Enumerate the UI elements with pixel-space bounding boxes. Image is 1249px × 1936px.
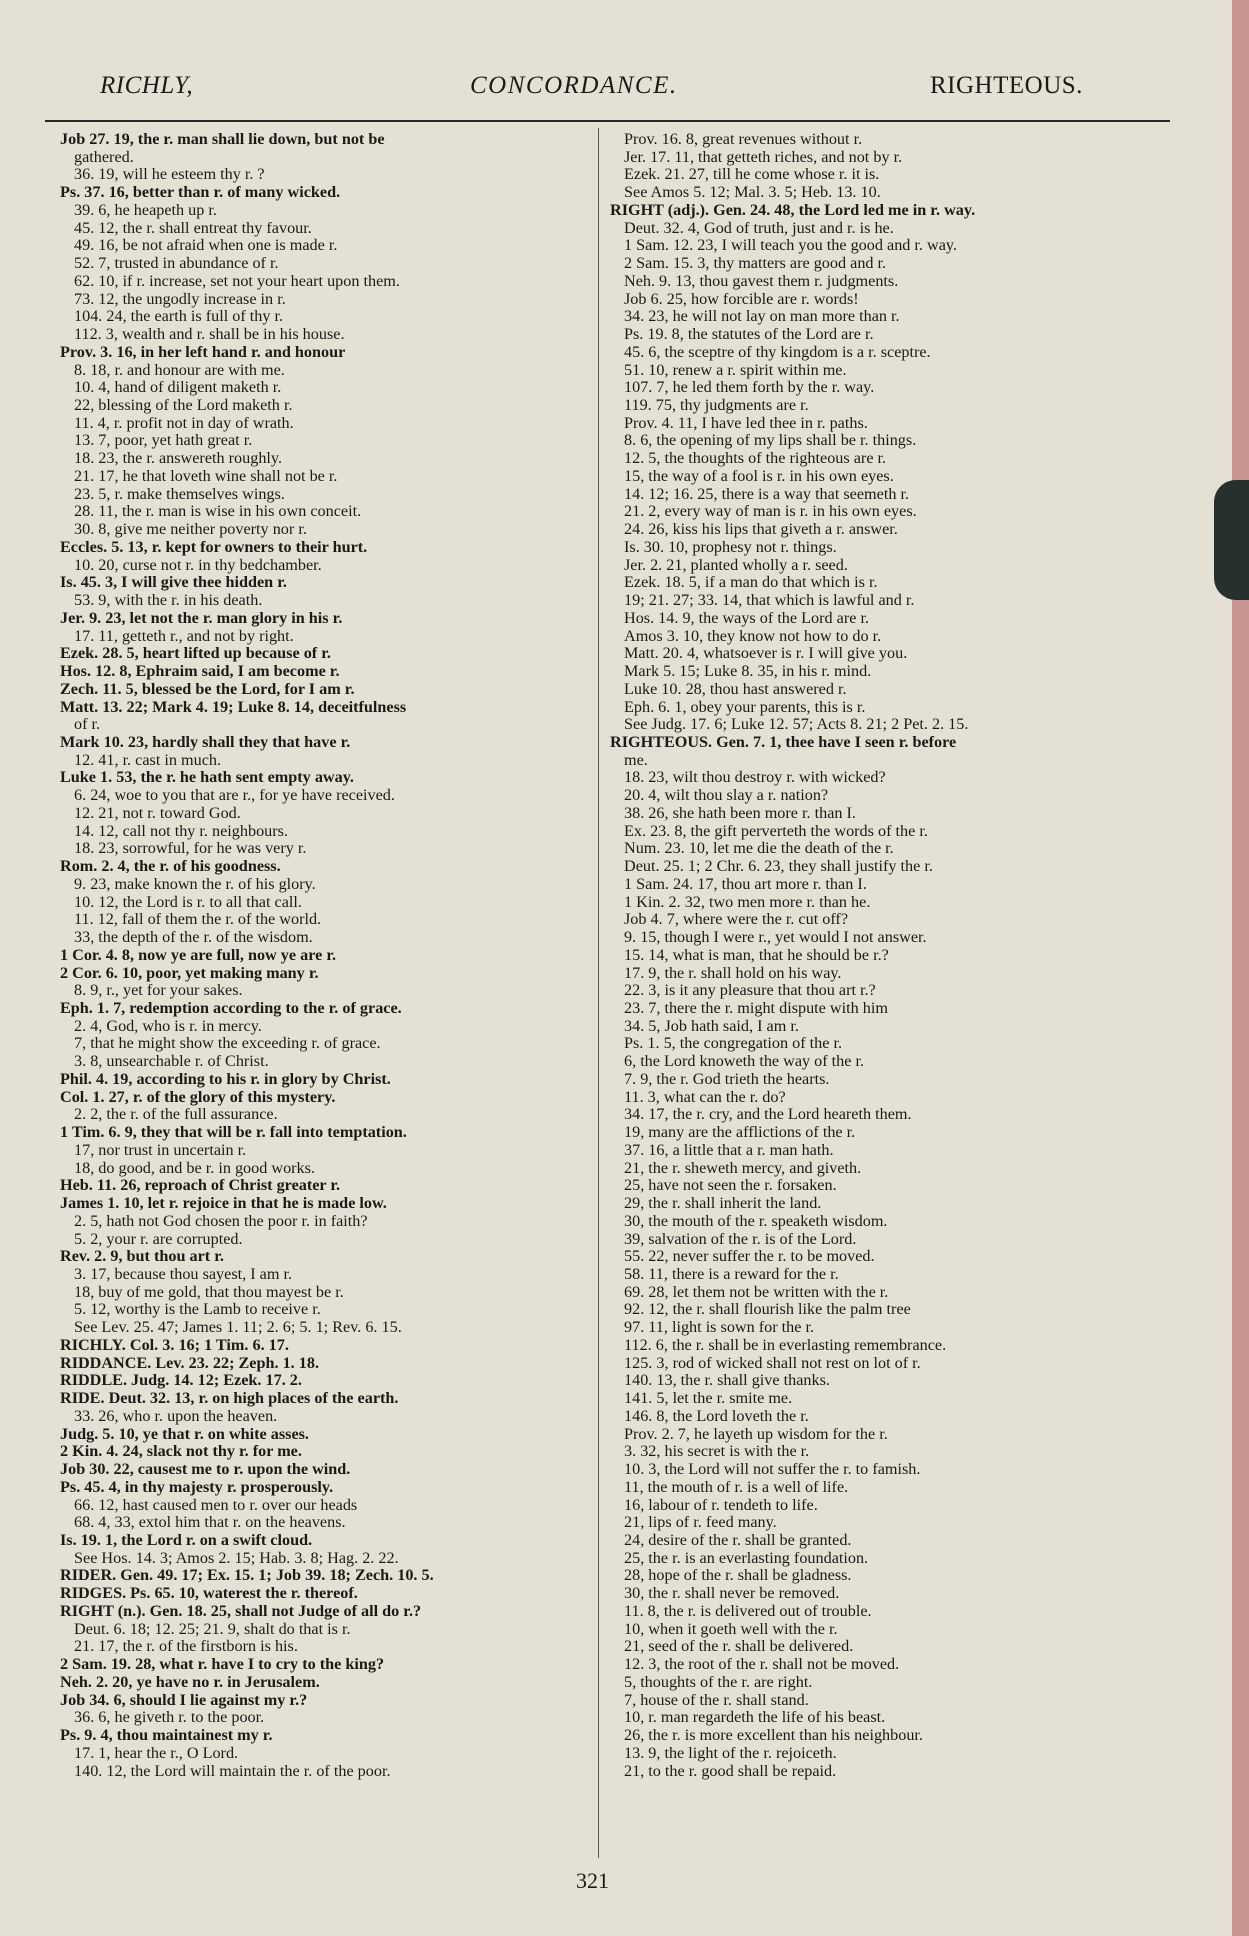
concordance-line: RIDER. Gen. 49. 17; Ex. 15. 1; Job 39. 18; Zech. 10. 5. <box>60 1566 434 1585</box>
concordance-line: Mark 5. 15; Luke 8. 35, in his r. mind. <box>624 662 872 681</box>
concordance-line: Jer. 17. 11, that getteth riches, and not by r. <box>624 147 903 166</box>
concordance-line: Jer. 9. 23, let not the r. man glory in his r. <box>60 608 343 627</box>
concordance-line: Matt. 20. 4, whatsoever is r. I will give you. <box>624 644 908 663</box>
concordance-line: 13. 9, the light of the r. rejoiceth. <box>624 1743 837 1762</box>
concordance-line: me. <box>624 750 648 769</box>
concordance-line: Ezek. 28. 5, heart lifted up because of r. <box>60 644 331 663</box>
concordance-line: Mark 10. 23, hardly shall they that have r. <box>60 732 351 751</box>
concordance-line: 14. 12, call not thy r. neighbours. <box>74 821 289 840</box>
concordance-line: See Judg. 17. 6; Luke 12. 57; Acts 8. 21; 2 Pet. 2. 15. <box>624 715 969 734</box>
concordance-line: Prov. 4. 11, I have led thee in r. paths. <box>624 413 868 432</box>
concordance-line: 68. 4, 33, extol him that r. on the heavens. <box>74 1513 346 1532</box>
concordance-line: Amos 3. 10, they know not how to do r. <box>624 626 882 645</box>
concordance-line: 3. 17, because thou sayest, I am r. <box>74 1265 293 1283</box>
concordance-line: Eccles. 5. 13, r. kept for owners to their hurt. <box>60 537 368 556</box>
concordance-line: 24. 26, kiss his lips that giveth a r. answer. <box>624 520 898 539</box>
concordance-line: 1 Kin. 2. 32, two men more r. than he. <box>624 892 871 911</box>
concordance-line: 11. 4, r. profit not in day of wrath. <box>74 413 294 432</box>
concordance-line: 7, that he might show the exceeding r. of grace. <box>74 1034 381 1053</box>
concordance-line: 20. 4, wilt thou slay a r. nation? <box>624 786 829 805</box>
concordance-line: Ps. 45. 4, in thy majesty r. prosperously. <box>60 1477 334 1496</box>
concordance-line: 53. 9, with the r. in his death. <box>74 591 263 610</box>
concordance-line: 12. 5, the thoughts of the righteous are r. <box>624 449 887 468</box>
concordance-line: 21, lips of r. feed many. <box>624 1513 777 1532</box>
concordance-line: Job 27. 19, the r. man shall lie down, but not be <box>60 130 385 148</box>
concordance-line: 17, nor trust in uncertain r. <box>74 1140 247 1159</box>
concordance-line: 112. 3, wealth and r. shall be in his house. <box>74 325 345 344</box>
right-column <box>610 131 1175 1780</box>
concordance-line: 2 Kin. 4. 24, slack not thy r. for me. <box>60 1442 302 1461</box>
concordance-line: 13. 7, poor, yet hath great r. <box>74 431 253 450</box>
concordance-line: 22. 3, is it any pleasure that thou art r.? <box>624 981 876 1000</box>
concordance-line: 39, salvation of the r. is of the Lord. <box>624 1229 857 1248</box>
concordance-line: Ex. 23. 8, the gift perverteth the words of the r. <box>624 821 928 840</box>
concordance-line: 21, the r. sheweth mercy, and giveth. <box>624 1158 862 1177</box>
concordance-line: 21, to the r. good shall be repaid. <box>624 1761 837 1780</box>
concordance-line: 52. 7, trusted in abundance of r. <box>74 254 279 273</box>
concordance-line: 146. 8, the Lord loveth the r. <box>624 1406 809 1425</box>
concordance-line: 12. 21, not r. toward God. <box>74 803 241 822</box>
concordance-line: 12. 3, the root of the r. shall not be moved. <box>624 1655 900 1674</box>
concordance-line: 2 Cor. 6. 10, poor, yet making many r. <box>60 963 319 982</box>
concordance-line: RIDDANCE. Lev. 23. 22; Zeph. 1. 18. <box>60 1353 320 1372</box>
concordance-line: 28, hope of the r. shall be gladness. <box>624 1566 852 1585</box>
concordance-line: 21, seed of the r. shall be delivered. <box>624 1637 854 1656</box>
concordance-line: 10. 4, hand of diligent maketh r. <box>74 378 282 397</box>
concordance-line: 3. 32, his secret is with the r. <box>624 1442 810 1461</box>
concordance-line: 17. 9, the r. shall hold on his way. <box>624 963 842 982</box>
concordance-line: 9. 23, make known the r. of his glory. <box>74 874 316 893</box>
concordance-line: Eph. 6. 1, obey your parents, this is r. <box>624 697 866 716</box>
concordance-line: Prov. 16. 8, great revenues without r. <box>624 130 863 148</box>
concordance-line: 37. 16, a little that a r. man hath. <box>624 1140 834 1159</box>
concordance-line: 92. 12, the r. shall flourish like the palm tree <box>624 1300 911 1319</box>
concordance-line: 18, buy of me gold, that thou mayest be r. <box>74 1282 344 1301</box>
concordance-line: 15, the way of a fool is r. in his own eyes. <box>624 466 894 485</box>
concordance-line: RICHLY. Col. 3. 16; 1 Tim. 6. 17. <box>60 1335 289 1354</box>
concordance-line: Prov. 3. 16, in her left hand r. and honour <box>60 342 346 361</box>
concordance-line: 140. 13, the r. shall give thanks. <box>624 1371 830 1390</box>
concordance-line: RIDE. Deut. 32. 13, r. on high places of the earth. <box>60 1389 399 1408</box>
concordance-line: RIGHTEOUS. Gen. 7. 1, thee have I seen r. before <box>610 732 957 751</box>
concordance-line: 45. 6, the sceptre of thy kingdom is a r. sceptre. <box>624 342 931 361</box>
concordance-line: Luke 10. 28, thou hast answered r. <box>624 679 847 698</box>
concordance-line: 10, when it goeth well with the r. <box>624 1619 838 1638</box>
concordance-line: 6, the Lord knoweth the way of the r. <box>624 1052 865 1071</box>
concordance-line: 25, have not seen the r. forsaken. <box>624 1176 837 1195</box>
concordance-line: Matt. 13. 22; Mark 4. 19; Luke 8. 14, deceitfulness <box>60 697 407 716</box>
page-edge <box>1232 0 1249 1936</box>
concordance-line: Ps. 9. 4, thou maintainest my r. <box>60 1726 273 1745</box>
concordance-line: 10. 3, the Lord will not suffer the r. to famish. <box>624 1460 921 1479</box>
concordance-line: Deut. 32. 4, God of truth, just and r. is he. <box>624 218 894 237</box>
concordance-line: 119. 75, thy judgments are r. <box>624 396 809 415</box>
concordance-line: 18. 23, wilt thou destroy r. with wicked? <box>624 768 886 787</box>
concordance-line: Hos. 12. 8, Ephraim said, I am become r. <box>60 662 340 681</box>
concordance-line: 34. 5, Job hath said, I am r. <box>624 1016 799 1035</box>
concordance-line: 62. 10, if r. increase, set not your heart upon them. <box>74 271 400 290</box>
concordance-line: Ezek. 18. 5, if a man do that which is r. <box>624 573 878 592</box>
running-header <box>0 72 1232 112</box>
concordance-line: 21. 17, he that loveth wine shall not be r. <box>74 466 338 485</box>
concordance-line: 104. 24, the earth is full of thy r. <box>74 307 284 326</box>
concordance-line: 141. 5, let the r. smite me. <box>624 1389 793 1408</box>
concordance-line: 23. 5, r. make themselves wings. <box>74 484 285 503</box>
concordance-line: Eph. 1. 7, redemption according to the r. of grace. <box>60 998 402 1017</box>
concordance-line: 97. 11, light is sown for the r. <box>624 1318 815 1337</box>
concordance-line: RIDDLE. Judg. 14. 12; Ezek. 17. 2. <box>60 1371 302 1390</box>
concordance-line: 18, do good, and be r. in good works. <box>74 1158 315 1177</box>
concordance-line: Luke 1. 53, the r. he hath sent empty away. <box>60 768 354 787</box>
concordance-line: Rev. 2. 9, but thou art r. <box>60 1247 224 1266</box>
concordance-line: 17. 1, hear the r., O Lord. <box>74 1743 239 1762</box>
concordance-line: of r. <box>74 715 101 734</box>
concordance-line: 7. 9, the r. God trieth the hearts. <box>624 1069 830 1088</box>
concordance-line: Ps. 19. 8, the statutes of the Lord are r. <box>624 325 874 344</box>
concordance-line: 5. 2, your r. are corrupted. <box>74 1229 243 1248</box>
concordance-line: Jer. 2. 21, planted wholly a r. seed. <box>624 555 848 574</box>
concordance-line: 2. 5, hath not God chosen the poor r. in faith? <box>74 1211 368 1230</box>
left-column <box>60 131 590 1780</box>
concordance-line: 12. 41, r. cast in much. <box>74 750 222 769</box>
concordance-line: 19, many are the afflictions of the r. <box>624 1123 856 1142</box>
concordance-line: 10. 12, the Lord is r. to all that call. <box>74 892 302 911</box>
concordance-line: 5. 12, worthy is the Lamb to receive r. <box>74 1300 321 1319</box>
concordance-line: Job 4. 7, where were the r. cut off? <box>624 910 848 929</box>
concordance-line: 1 Cor. 4. 8, now ye are full, now ye are r. <box>60 945 337 964</box>
concordance-line: 30, the mouth of the r. speaketh wisdom. <box>624 1211 888 1230</box>
concordance-line: Neh. 9. 13, thou gavest them r. judgments. <box>624 271 899 290</box>
concordance-line: RIGHT (n.). Gen. 18. 25, shall not Judge of all do r.? <box>60 1601 422 1620</box>
concordance-line: 34. 23, he will not lay on man more than r. <box>624 307 900 326</box>
concordance-line: 8. 6, the opening of my lips shall be r. things. <box>624 431 917 450</box>
concordance-line: 2 Sam. 15. 3, thy matters are good and r. <box>624 254 887 273</box>
concordance-line: 17. 11, getteth r., and not by right. <box>74 626 294 645</box>
concordance-line: Hos. 14. 9, the ways of the Lord are r. <box>624 608 870 627</box>
concordance-line: 51. 10, renew a r. spirit within me. <box>624 360 847 379</box>
concordance-line: Neh. 2. 20, ye have no r. in Jerusalem. <box>60 1672 320 1691</box>
concordance-line: 16, labour of r. tendeth to life. <box>624 1495 818 1514</box>
concordance-line: 14. 12; 16. 25, there is a way that seemeth r. <box>624 484 910 503</box>
concordance-line: 2. 2, the r. of the full assurance. <box>74 1105 278 1124</box>
concordance-line: 21. 2, every way of man is r. in his own eyes. <box>624 502 917 521</box>
concordance-line: 34. 17, the r. cry, and the Lord heareth them. <box>624 1105 912 1124</box>
concordance-line: 30. 8, give me neither poverty nor r. <box>74 520 307 539</box>
concordance-line: Prov. 2. 7, he layeth up wisdom for the r. <box>624 1424 888 1443</box>
concordance-line: Heb. 11. 26, reproach of Christ greater r. <box>60 1176 341 1195</box>
concordance-line: 24, desire of the r. shall be granted. <box>624 1531 852 1550</box>
concordance-line: 8. 18, r. and honour are with me. <box>74 360 285 379</box>
header-last-word: RIGHTEOUS. <box>930 72 1083 99</box>
concordance-line: Zech. 11. 5, blessed be the Lord, for I am r. <box>60 679 355 698</box>
concordance-line: 11, the mouth of r. is a well of life. <box>624 1477 849 1496</box>
concordance-line: 18. 23, the r. answereth roughly. <box>74 449 282 468</box>
concordance-line: 38. 26, she hath been more r. than I. <box>624 803 856 822</box>
concordance-line: Ps. 37. 16, better than r. of many wicked. <box>60 183 341 202</box>
concordance-line: 22, blessing of the Lord maketh r. <box>74 396 293 415</box>
concordance-line: gathered. <box>74 147 134 166</box>
concordance-line: Deut. 25. 1; 2 Chr. 6. 23, they shall justify the r. <box>624 857 933 876</box>
concordance-line: 11. 3, what can the r. do? <box>624 1087 786 1106</box>
concordance-line: 30, the r. shall never be removed. <box>624 1584 840 1603</box>
concordance-line: 36. 6, he giveth r. to the poor. <box>74 1708 265 1727</box>
concordance-line: 107. 7, he led them forth by the r. way. <box>624 378 875 397</box>
concordance-line: 2. 4, God, who is r. in mercy. <box>74 1016 262 1035</box>
concordance-line: 7, house of the r. shall stand. <box>624 1690 809 1709</box>
concordance-line: 10, r. man regardeth the life of his beast. <box>624 1708 886 1727</box>
concordance-line: Num. 23. 10, let me die the death of the r. <box>624 839 894 858</box>
concordance-line: Judg. 5. 10, ye that r. on white asses. <box>60 1424 309 1443</box>
concordance-line: 28. 11, the r. man is wise in his own conceit. <box>74 502 362 521</box>
concordance-line: 39. 6, he heapeth up r. <box>74 200 217 219</box>
concordance-line: 55. 22, never suffer the r. to be moved. <box>624 1247 875 1266</box>
concordance-line: 112. 6, the r. shall be in everlasting remembrance. <box>624 1335 947 1354</box>
concordance-line: 6. 24, woe to you that are r., for ye have received. <box>74 786 395 805</box>
concordance-line: See Amos 5. 12; Mal. 3. 5; Heb. 13. 10. <box>624 183 881 202</box>
concordance-line: Ps. 1. 5, the congregation of the r. <box>624 1034 843 1053</box>
concordance-line: Job 6. 25, how forcible are r. words! <box>624 289 859 308</box>
concordance-line: 25, the r. is an everlasting foundation. <box>624 1548 869 1567</box>
concordance-line: 3. 8, unsearchable r. of Christ. <box>74 1052 269 1071</box>
concordance-line: James 1. 10, let r. rejoice in that he is made low. <box>60 1194 387 1213</box>
concordance-line: Is. 19. 1, the Lord r. on a swift cloud. <box>60 1531 313 1550</box>
concordance-line: 73. 12, the ungodly increase in r. <box>74 289 286 308</box>
concordance-line: 10. 20, curse not r. in thy bedchamber. <box>74 555 322 574</box>
concordance-line: 9. 15, though I were r., yet would I not answer. <box>624 928 927 947</box>
concordance-line: 29, the r. shall inherit the land. <box>624 1194 822 1213</box>
concordance-line: 26, the r. is more excellent than his neighbour. <box>624 1726 923 1745</box>
concordance-line: See Hos. 14. 3; Amos 2. 15; Hab. 3. 8; Hag. 2. 22. <box>74 1548 399 1567</box>
concordance-line: 18. 23, sorrowful, for he was very r. <box>74 839 307 858</box>
column-divider <box>598 128 599 1858</box>
concordance-line: 45. 12, the r. shall entreat thy favour. <box>74 218 312 237</box>
concordance-line: 1 Sam. 12. 23, I will teach you the good and r. way. <box>624 236 957 255</box>
concordance-line: RIGHT (adj.). Gen. 24. 48, the Lord led me in r. way. <box>610 200 976 219</box>
concordance-line: 23. 7, there the r. might dispute with him <box>624 998 888 1017</box>
concordance-line: See Lev. 25. 47; James 1. 11; 2. 6; 5. 1; Rev. 6. 15. <box>74 1318 402 1337</box>
concordance-line: 66. 12, hast caused men to r. over our heads <box>74 1495 358 1514</box>
concordance-line: Rom. 2. 4, the r. of his goodness. <box>60 857 281 876</box>
thumb-index-tab <box>1214 480 1249 600</box>
concordance-line: Deut. 6. 18; 12. 25; 21. 9, shalt do that is r. <box>74 1619 351 1638</box>
concordance-line: 58. 11, there is a reward for the r. <box>624 1265 839 1283</box>
page-number: 321 <box>576 1868 609 1893</box>
concordance-line: 69. 28, let them not be written with the r. <box>624 1282 889 1301</box>
concordance-line: 140. 12, the Lord will maintain the r. of the poor. <box>74 1761 391 1780</box>
concordance-line: 33, the depth of the r. of the wisdom. <box>74 928 313 947</box>
concordance-line: Job 34. 6, should I lie against my r.? <box>60 1690 308 1709</box>
concordance-line: 11. 8, the r. is delivered out of trouble. <box>624 1601 872 1620</box>
concordance-line: Job 30. 22, causest me to r. upon the wind. <box>60 1460 351 1479</box>
concordance-line: 125. 3, rod of wicked shall not rest on lot of r. <box>624 1353 921 1372</box>
concordance-line: 21. 17, the r. of the firstborn is his. <box>74 1637 298 1656</box>
concordance-line: 33. 26, who r. upon the heaven. <box>74 1406 278 1425</box>
concordance-line: RIDGES. Ps. 65. 10, waterest the r. thereof. <box>60 1584 358 1603</box>
header-title: CONCORDANCE. <box>470 72 678 99</box>
concordance-line: 11. 12, fall of them the r. of the world. <box>74 910 322 929</box>
concordance-line: 8. 9, r., yet for your sakes. <box>74 981 243 1000</box>
concordance-line: Col. 1. 27, r. of the glory of this mystery. <box>60 1087 336 1106</box>
concordance-line: 1 Sam. 24. 17, thou art more r. than I. <box>624 874 867 893</box>
concordance-line: 15. 14, what is man, that he should be r.? <box>624 945 889 964</box>
header-rule <box>45 120 1170 122</box>
concordance-line: Phil. 4. 19, according to his r. in glory by Christ. <box>60 1069 391 1088</box>
concordance-line: 2 Sam. 19. 28, what r. have I to cry to the king? <box>60 1655 385 1674</box>
concordance-line: Is. 45. 3, I will give thee hidden r. <box>60 573 287 592</box>
concordance-line: 36. 19, will he esteem thy r. ? <box>74 165 265 184</box>
concordance-line: Is. 30. 10, prophesy not r. things. <box>624 537 837 556</box>
concordance-line: 5, thoughts of the r. are right. <box>624 1672 813 1691</box>
concordance-line: 19; 21. 27; 33. 14, that which is lawful and r. <box>624 591 915 610</box>
concordance-line: Ezek. 21. 27, till he come whose r. it is. <box>624 165 880 184</box>
concordance-line: 1 Tim. 6. 9, they that will be r. fall into temptation. <box>60 1123 407 1142</box>
concordance-line: 49. 16, be not afraid when one is made r. <box>74 236 338 255</box>
header-first-word: RICHLY, <box>100 72 194 99</box>
